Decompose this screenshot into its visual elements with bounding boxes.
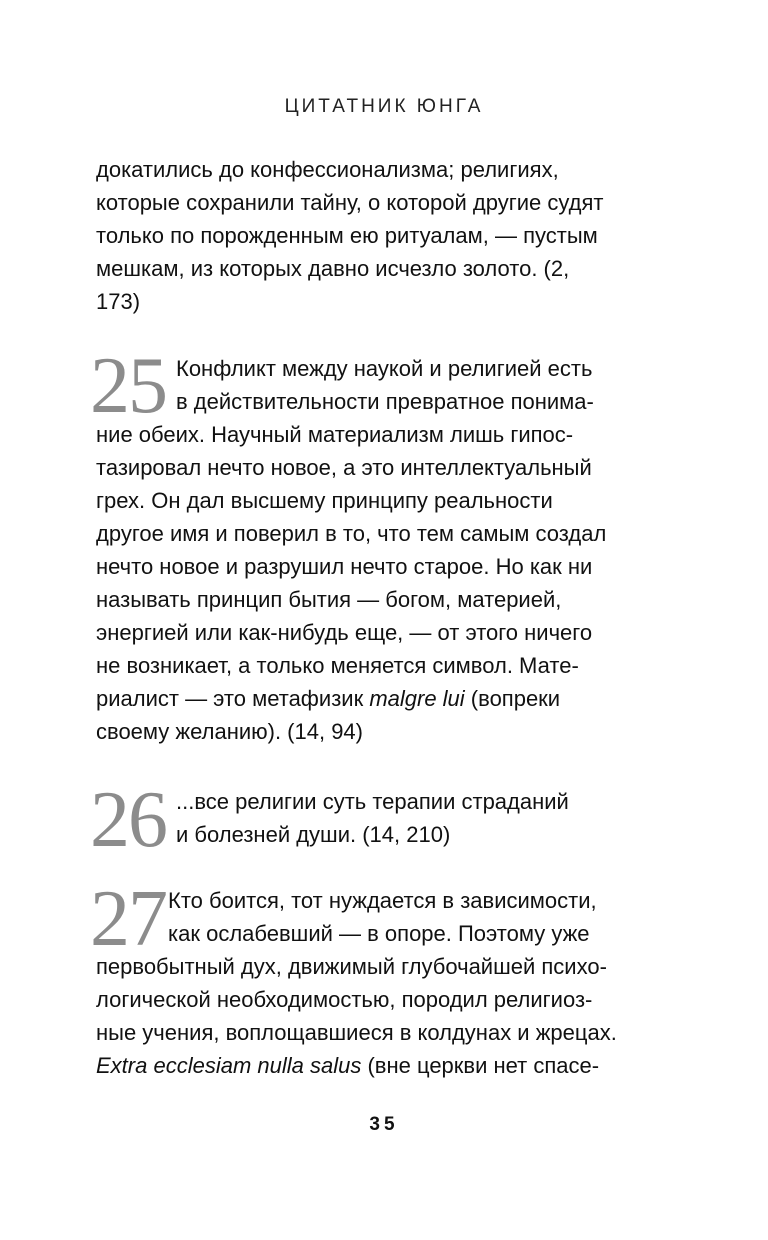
text-line: ные учения, воплощавшиеся в колдунах и жрецах. (96, 1020, 617, 1045)
latin-phrase: malgre lui (369, 686, 465, 711)
entry-25-paragraph (96, 352, 676, 748)
entry-number-27: 27 (90, 875, 166, 963)
text-line: как ослабевший — в опоре. Поэтому уже (168, 921, 590, 946)
text-line: в действительности превратное понима- (176, 389, 594, 414)
text-line: Конфликт между наукой и религией есть (176, 356, 593, 381)
text-line: энергией или как-нибудь еще, — от этого ничего (96, 620, 593, 645)
text-line: 173) (96, 289, 141, 314)
text-line: не возникает, а только меняется символ. Мате- (96, 653, 579, 678)
text-line: нечто новое и разрушил нечто старое. Но как ни (96, 554, 593, 579)
text-line: и болезней души. (14, 210) (176, 822, 451, 847)
text-line: первобытный дух, движимый глубочайшей психо- (96, 954, 607, 979)
text-line: которые сохранили тайну, о которой другие судят (96, 190, 604, 215)
text-segment: риалист — это метафизик (96, 686, 370, 711)
text-line: другое имя и поверил в то, что тем самым создал (96, 521, 607, 546)
continuation-paragraph (96, 153, 676, 318)
entry-number-25: 25 (90, 342, 166, 430)
text-line: мешкам, из которых давно исчезло золото. (2, (96, 256, 570, 281)
text-line: только по порожденным ею ритуалам, — пустым (96, 223, 598, 248)
text-segment: (вопреки (464, 686, 561, 711)
entry-26-paragraph (96, 785, 676, 851)
text-line: докатились до конфессионализма; религиях, (96, 157, 559, 182)
text-line: логической необходимостью, породил религиоз- (96, 987, 593, 1012)
text-segment: (вне церкви нет спасе- (361, 1053, 600, 1078)
page-number: 35 (369, 1114, 399, 1135)
text-line (96, 682, 676, 715)
text-line: называть принцип бытия — богом, материей, (96, 587, 562, 612)
text-line (96, 1049, 676, 1082)
entry-number-26: 26 (90, 776, 166, 864)
text-line: Кто боится, тот нуждается в зависимости, (168, 888, 597, 913)
text-line: грех. Он дал высшему принципу реальности (96, 488, 553, 513)
latin-phrase: Extra ecclesiam nulla salus (96, 1053, 362, 1078)
text-line: своему желанию). (14, 94) (96, 719, 363, 744)
text-line: ние обеих. Научный материализм лишь гипос- (96, 422, 574, 447)
entry-27-paragraph (96, 884, 676, 1082)
text-line: ...все религии суть терапии страданий (176, 789, 569, 814)
running-head: ЦИТАТНИК ЮНГА (284, 96, 484, 117)
text-line: тазировал нечто новое, а это интеллектуальный (96, 455, 592, 480)
